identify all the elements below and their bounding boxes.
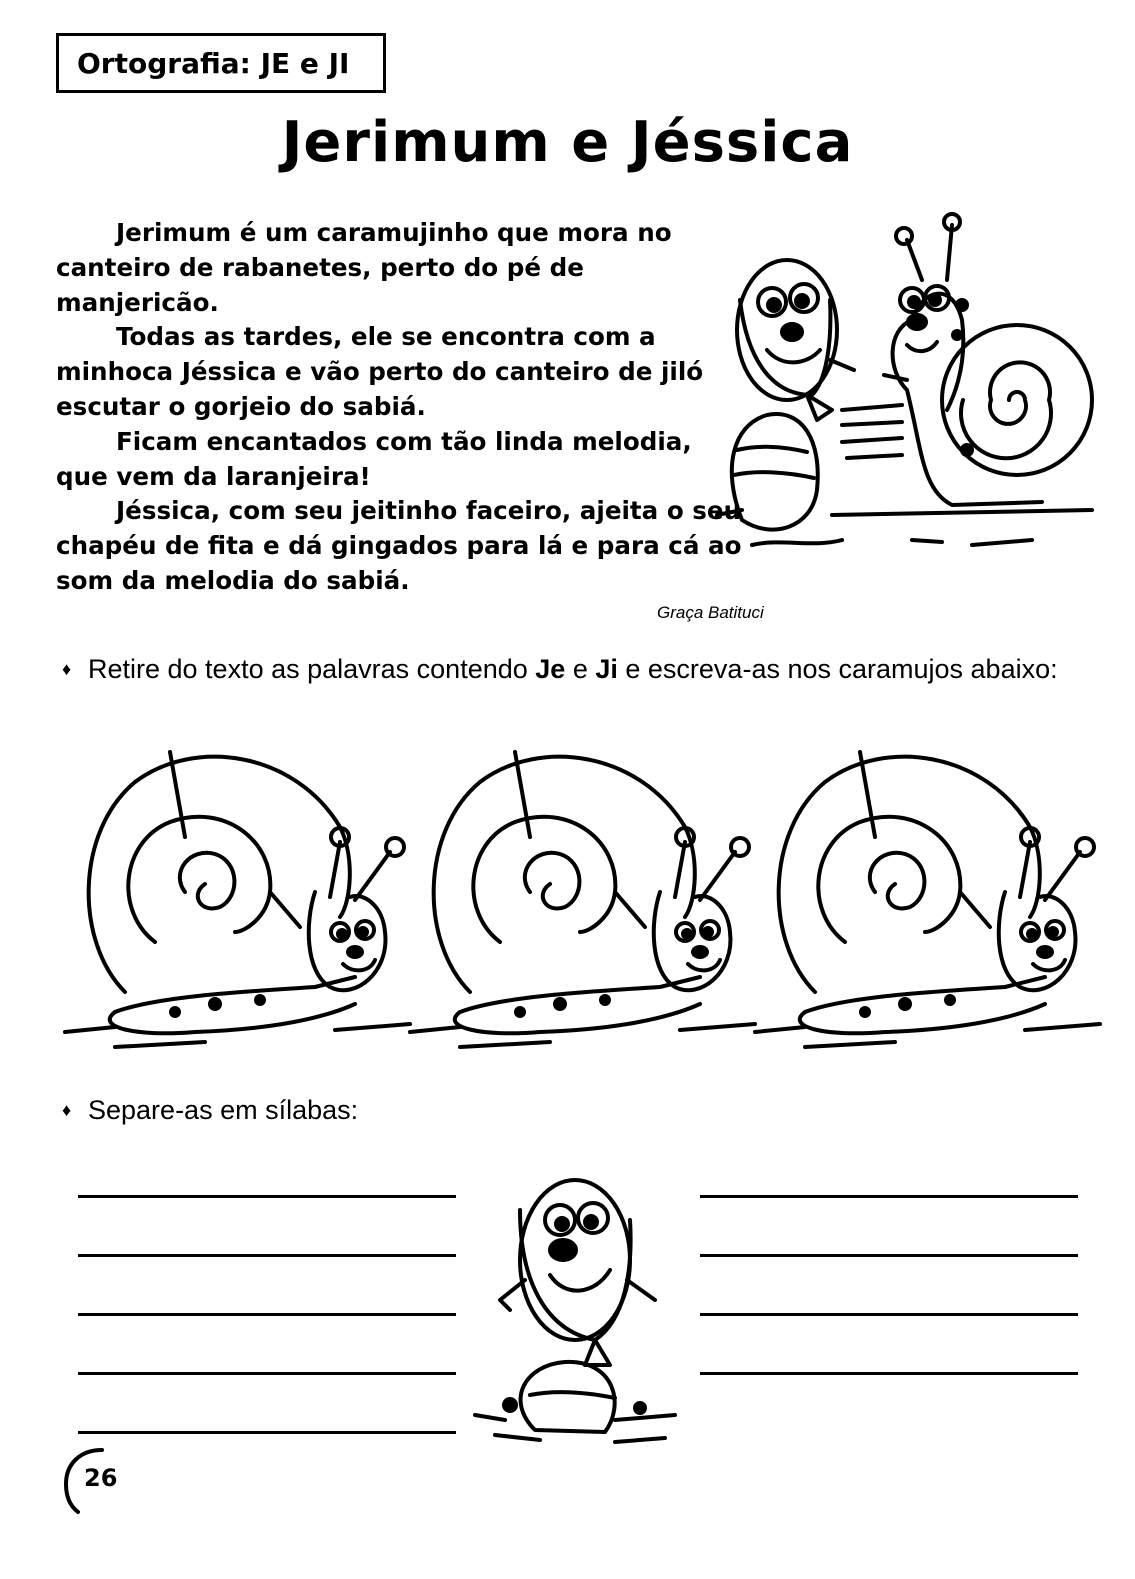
story-paragraph: Ficam encantados com tão linda melodia, que vem da laranjeira! [56, 426, 692, 491]
section-tag-text: Ortografia: JE e JI [77, 46, 350, 80]
section-tag [56, 33, 386, 93]
story-text [56, 216, 746, 599]
page-number: 26 [84, 1464, 118, 1492]
instruction-1 [62, 652, 1102, 687]
instruction-1-je: Je [535, 654, 566, 684]
writing-line[interactable] [78, 1195, 456, 1198]
instruction-2-text: Separe-as em sílabas: [88, 1095, 359, 1125]
instruction-1-text: Retire do texto as palavras contendo [88, 654, 536, 684]
story-paragraph: Todas as tardes, ele se encontra com a minhoca Jéssica e vão perto do canteiro de jiló escutar o gorjeio do sabiá. [56, 322, 704, 421]
writing-line[interactable] [700, 1313, 1078, 1316]
instruction-1-text: e [565, 654, 596, 684]
writing-lines-right [700, 1195, 1078, 1431]
writing-line[interactable] [700, 1195, 1078, 1198]
story-paragraph: Jerimum é um caramujinho que mora no canteiro de rabanetes, perto do pé de manjericão. [56, 218, 672, 317]
instruction-2 [62, 1093, 1102, 1128]
author-credit: Graça Batituci [657, 603, 764, 622]
writing-line[interactable] [78, 1431, 456, 1434]
instruction-1-text: e escreva-as nos caramujos abaixo: [617, 654, 1058, 684]
writing-line[interactable] [700, 1254, 1078, 1257]
story-paragraph: Jéssica, com seu jeitinho faceiro, ajeita o seu chapéu de fita e dá gingados para lá e para cá ao som da melodia do sabiá. [56, 496, 742, 595]
instruction-1-ji: Ji [595, 654, 618, 684]
page-title: Jerimum e Jéssica [281, 110, 854, 175]
writing-line[interactable] [78, 1372, 456, 1375]
snail-writing-box[interactable] [745, 742, 1105, 1057]
writing-line[interactable] [700, 1372, 1078, 1375]
writing-line[interactable] [78, 1254, 456, 1257]
writing-line[interactable] [78, 1313, 456, 1316]
page-number-badge [62, 1446, 132, 1516]
worm-and-snail-illustration [712, 210, 1102, 565]
writing-lines-left [78, 1195, 456, 1490]
snail-writing-box[interactable] [400, 742, 760, 1057]
snail-writing-box[interactable] [55, 742, 415, 1057]
worm-illustration [465, 1150, 690, 1450]
bullet-icon: ♦ [62, 659, 72, 679]
bullet-icon: ♦ [62, 1100, 72, 1120]
